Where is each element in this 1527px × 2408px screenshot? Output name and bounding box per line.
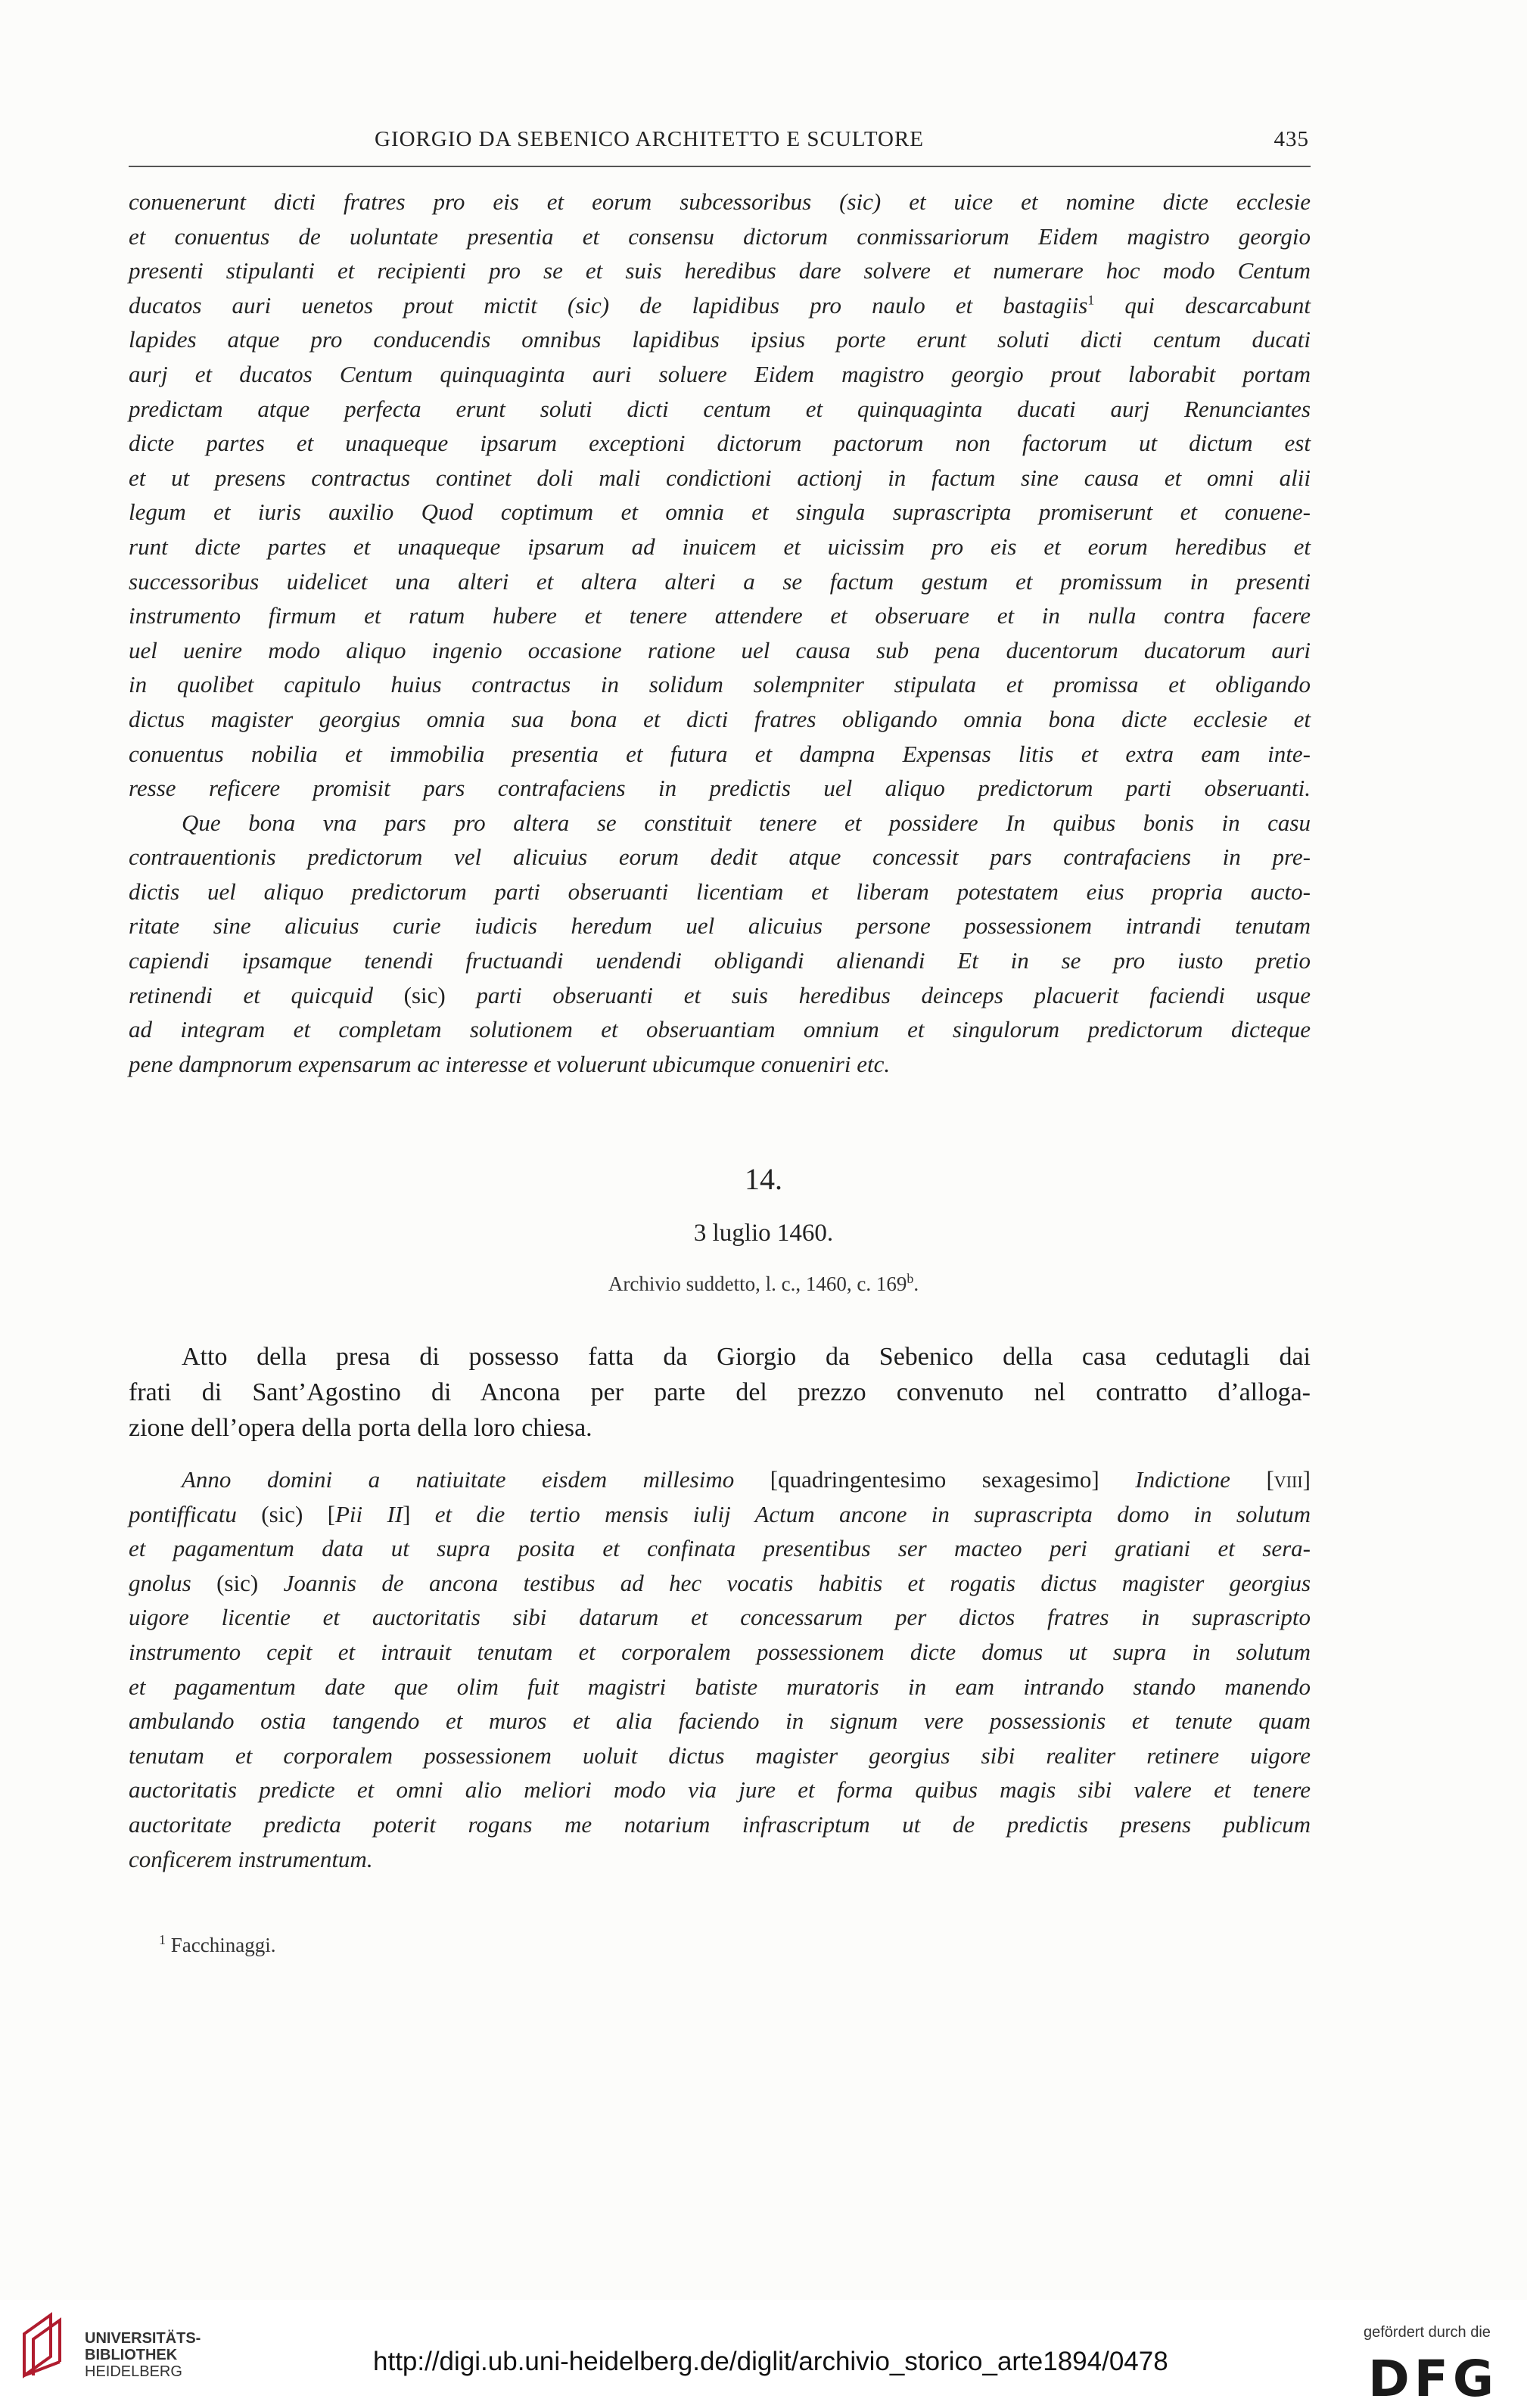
document-summary: [129, 1339, 1311, 1446]
summary-line: frati di Sant’Agostino di Ancona per parte del prezzo convenuto nel contratto d’alloga-: [129, 1378, 1311, 1406]
text-line: runt dicte partes et unaqueque ipsarum ad inuicem et uicissim pro eis et eorum heredibus et: [129, 533, 1311, 560]
text-line: auctoritate predicta poterit rogans me notarium infrascriptum ut de predictis presens publicum: [129, 1810, 1311, 1838]
text-line: aurj et ducatos Centum quinquaginta auri soluere Eidem magistro georgio prout laborabit portam: [129, 360, 1311, 387]
funding-caption: gefördert durch die: [1364, 2324, 1491, 2341]
text-line: et conuentus de uoluntate presentia et consensu dictorum conmissariorum Eidem magistro georgio: [129, 222, 1311, 250]
archival-source: Archivio suddetto, l. c., 1460, c. 169$^b$.: [608, 1271, 919, 1295]
footnote-marker: 1: [159, 1932, 166, 1947]
text-line: et pagamentum date que olim fuit magistri batiste muratoris in eam intrando stando manendo: [129, 1673, 1311, 1700]
text-line: Anno domini a natiuitate eisdem millesimo [quadringentesimo sexagesimo] Indictione [viii]: [182, 1466, 1311, 1493]
text-line: contrauentionis predictorum vel alicuius eorum dedit atque concessit pars contrafaciens in pre-: [129, 844, 1311, 871]
text-line: retinendi et quicquid (sic) parti obseruanti et suis heredibus deinceps placuerit faciendi usque: [129, 981, 1311, 1008]
text-line: resse reficere promisit pars contrafaciens in predictis uel aliquo predictorum parti obseruanti.: [129, 775, 1311, 802]
dfg-logo: DFG: [1368, 2350, 1499, 2408]
footnote-text: Facchinaggi.: [170, 1934, 276, 1956]
text-line: dicte partes et unaqueque ipsarum exceptioni dictorum pactorum non factorum ut dictum est: [129, 430, 1311, 457]
ub-heidelberg-logo-icon: [17, 2300, 70, 2383]
act-transcription: [129, 1462, 1311, 1876]
sic-marker: (sic): [403, 981, 446, 1008]
text-line: auctoritatis predicte et omni alio meliori modo via jure et forma quibus magis sibi valere et tenere: [129, 1776, 1311, 1804]
text-line: et ut presens contractus continet doli mali condictioni actionj in factum sine causa et omni alii: [129, 464, 1311, 491]
text-line: ducatos auri uenetos prout mictit (sic) de lapidibus pro naulo et bastagiis$^1$ qui descarcabunt: [129, 291, 1311, 318]
text-line: legum et iuris auxilio Quod coptimum et omnia et singula suprascripta promiserunt et conuene-: [129, 499, 1311, 526]
text-line: uigore licentie et auctoritatis sibi datarum et concessarum per dictos fratres in suprascripto: [129, 1604, 1311, 1631]
text-line: uel uenire modo aliquo ingenio occasione ratione uel causa sub pena ducentorum ducatorum auri: [129, 636, 1311, 663]
text-line: presenti stipulanti et recipienti pro se et suis heredibus dare solvere et numerare hoc modo Centum: [129, 257, 1311, 284]
text-line: pontifficatu (sic) [Pii II] et die tertio mensis iulij Actum ancone in suprascripta domo in solutum: [129, 1500, 1311, 1527]
text-line: pene dampnorum expensarum ac interesse et voluerunt ubicumque conueniri etc.: [129, 1050, 891, 1077]
text-line: in quolibet capitulo huius contractus in solidum solempniter stipulata et promissa et obligando: [129, 671, 1311, 698]
running-title: GIORGIO DA SEBENICO ARCHITETTO E SCULTORE: [375, 127, 925, 151]
text-line: ritate sine alicuius curie iudicis heredum uel alicuius persone possessionem intrandi tenutam: [129, 912, 1311, 940]
text-line: conficerem instrumentum.: [129, 1845, 373, 1872]
text-line: instrumento firmum et ratum hubere et tenere attendere et obseruare et in nulla contra facere: [129, 602, 1311, 629]
text-line: ambulando ostia tangendo et muros et alia faciendo in signum vere possessionis et tenute quam: [129, 1707, 1311, 1735]
text-line: gnolus (sic) Joannis de ancona testibus ad hec vocatis habitis et rogatis dictus magister georgius: [129, 1569, 1311, 1596]
document-date: 3 luglio 1460.: [693, 1220, 834, 1247]
text-line: capiendi ipsamque tenendi fructuandi uendendi obligandi alienandi Et in se pro iusto pretio: [129, 947, 1311, 974]
text-line: dictus magister georgius omnia sua bona et dicti fratres obligando omnia bona dicte ecclesie et: [129, 705, 1311, 732]
summary-line: zione dell’opera della porta della loro chiesa.: [129, 1414, 592, 1442]
text-line: Que bona vna pars pro altera se constituit tenere et possidere In quibus bonis in casu: [182, 809, 1311, 836]
running-header: [129, 127, 1309, 157]
footnote: [159, 1934, 275, 1957]
page-number: 435: [1274, 127, 1309, 151]
text-line: instrumento cepit et intrauit tenutam et corporalem possessionem dicte domus ut supra in solutum: [129, 1638, 1311, 1665]
text-line: et pagamentum data ut supra posita et confinata presentibus ser macteo peri gratiani et sera-: [129, 1535, 1311, 1562]
text-line: lapides atque pro conducendis omnibus lapidibus ipsius porte erunt soluti dicti centum ducati: [129, 326, 1311, 353]
header-rule: [129, 166, 1311, 167]
text-line: tenutam et corporalem possessionem uoluit dictus magister georgius sibi realiter retinere uigore: [129, 1742, 1311, 1769]
text-line: dictis uel aliquo predictorum parti obseruanti licentiam et liberam potestatem eius propria aucto-: [129, 878, 1311, 905]
library-name: UNIVERSITÄTS- BIBLIOTHEK HEIDELBERG: [85, 2330, 201, 2380]
text-line: successoribus uidelicet una alteri et altera alteri a se factum gestum et promissum in presenti: [129, 567, 1311, 595]
digitization-footer: [0, 2300, 1527, 2408]
continued-latin-text: [129, 185, 1311, 1081]
text-line: predictam atque perfecta erunt soluti dicti centum et quinquaginta ducati aurj Renunciantes: [129, 395, 1311, 422]
permalink-url[interactable]: http://digi.ub.uni-heidelberg.de/diglit/archivio_storico_arte1894/0478: [373, 2347, 1168, 2376]
footnote-ref: 1: [1087, 292, 1095, 308]
text-line: ad integram et completam solutionem et obseruantiam omnium et singulorum predictorum dicteque: [129, 1016, 1311, 1043]
text-line: conuentus nobilia et immobilia presentia et futura et dampna Expensas litis et extra eam inte-: [129, 740, 1311, 767]
document-number: 14.: [745, 1162, 782, 1196]
text-line: conuenerunt dicti fratres pro eis et eorum subcessoribus (sic) et uice et nomine dicte ecclesie: [129, 188, 1311, 215]
summary-line: Atto della presa di possesso fatta da Giorgio da Sebenico della casa cedutagli dai: [182, 1343, 1311, 1371]
